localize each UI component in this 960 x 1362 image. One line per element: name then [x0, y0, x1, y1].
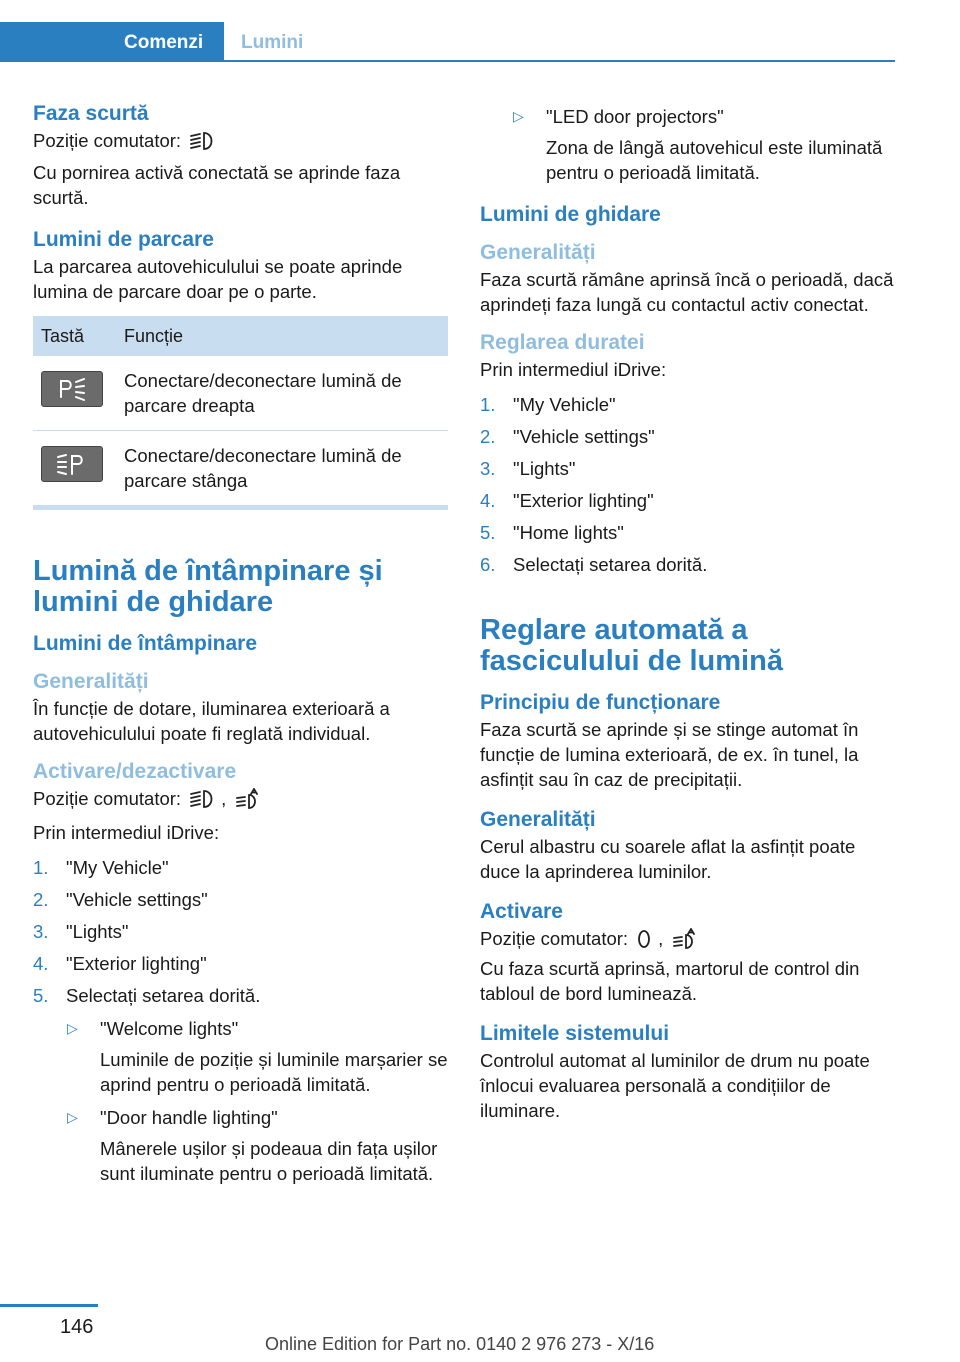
- list-number: 2.: [33, 889, 49, 911]
- heading-welcome-lights: Lumini de întâmpinare: [33, 632, 258, 656]
- list-number: 4.: [33, 953, 49, 975]
- list-number: 1.: [480, 394, 496, 415]
- low-beam-icon: [189, 130, 215, 152]
- list-item: [33, 983, 448, 1186]
- option-item: [66, 1105, 448, 1186]
- principle-text: Faza scurtă se aprinde și se stinge automat în funcție de lumina exterioară, de ex. în tunel, la asfințit sau în caz de precipitații.: [480, 719, 859, 790]
- switch-position-line: [33, 128, 448, 154]
- list-item: [33, 919, 448, 944]
- list-text: "Vehicle settings": [66, 889, 208, 911]
- heading-general: Generalități: [480, 808, 596, 831]
- list-number: 3.: [480, 458, 496, 479]
- limits-text: Controlul automat al luminilor de drum nu poate înlocui evaluarea personală a condițiilor de iluminare.: [480, 1050, 870, 1122]
- option-title: "Welcome lights": [100, 1018, 239, 1040]
- footer-divider: [0, 1304, 98, 1307]
- general2-text: Cerul albastru cu soarele aflat la asfințit poate duce la aprinderea luminilor.: [480, 836, 856, 882]
- heading-activate: Activare: [480, 900, 563, 923]
- activate-switch-line: [480, 926, 895, 952]
- list-text: Selectați setarea dorită.: [513, 554, 708, 575]
- option-item: [66, 1016, 448, 1097]
- list-number: 4.: [480, 490, 496, 511]
- low-beam-text: Cu pornirea activă conectată se aprinde faza scurtă.: [33, 162, 401, 209]
- idrive-text: Prin intermediul iDrive:: [33, 822, 220, 844]
- list-text: "My Vehicle": [66, 857, 169, 879]
- list-number: 3.: [33, 921, 49, 943]
- idrive-text: Prin intermediul iDrive:: [480, 359, 667, 380]
- table-cell-key: [33, 431, 116, 508]
- switch-position-label: Poziție comutator:: [480, 928, 629, 949]
- table-row: [33, 431, 448, 508]
- list-number: 2.: [480, 426, 496, 447]
- heading-low-beam: Faza scurtă: [33, 102, 149, 125]
- list-item: [480, 456, 895, 481]
- list-number: 5.: [480, 522, 496, 543]
- list-item: [480, 392, 895, 417]
- guide-general-text: Faza scurtă rămâne aprinsă încă o perioadă, dacă aprindeți faza lungă cu contactul activ conectat.: [480, 269, 894, 315]
- heading-activate-deactivate: Activare/dezactivare: [33, 760, 237, 784]
- option-title: "Door handle lighting": [100, 1107, 278, 1129]
- switch-position-label: Poziție comutator:: [33, 130, 182, 151]
- list-text: "Exterior lighting": [513, 490, 654, 511]
- heading-duration: Reglarea duratei: [480, 331, 645, 354]
- separator-comma: ,: [221, 788, 227, 810]
- heading-guide-lights: Lumini de ghidare: [480, 203, 661, 226]
- activate-switch-line: [33, 786, 448, 812]
- list-text: "Exterior lighting": [66, 953, 207, 975]
- table-header-function: Funcție: [116, 316, 448, 356]
- door-projector-list: [512, 104, 895, 185]
- option-desc: Luminile de poziție și luminile marșarier se aprind pentru o perioadă limitată.: [100, 1049, 448, 1096]
- list-item: [480, 552, 895, 577]
- list-text: "Home lights": [513, 522, 624, 543]
- separator-comma: ,: [658, 928, 664, 949]
- triangle-bullet-icon: ▷: [67, 1020, 78, 1037]
- list-number: 5.: [33, 985, 49, 1007]
- left-column: [33, 100, 448, 1194]
- list-item: [33, 887, 448, 912]
- heading-welcome-guide-lights: Lumină de întâmpinare și lumini de ghidare: [33, 555, 383, 619]
- duration-steps-list: [480, 392, 895, 577]
- welcome-options-list: [66, 1016, 448, 1186]
- heading-limits: Limitele sistemului: [480, 1022, 670, 1046]
- low-beam-icon: [189, 788, 215, 810]
- table-cell-function: Conectare/deconectare lumină de parcare dreapta: [116, 356, 448, 431]
- general-text: În funcție de dotare, iluminarea exterioară a autovehiculului poate fi reglată individual.: [33, 698, 390, 745]
- edition-text: Online Edition for Part no. 0140 2 976 273 - X/16: [265, 1334, 655, 1354]
- table-row: [33, 356, 448, 431]
- list-item: [480, 488, 895, 513]
- auto-light-icon: [671, 928, 697, 950]
- list-number: 6.: [480, 554, 496, 575]
- heading-general: Generalități: [33, 670, 149, 694]
- heading-auto-headlight: Reglare automată a fasciculului de lumină: [480, 614, 783, 677]
- list-item: [33, 855, 448, 880]
- table-cell-key: [33, 356, 116, 431]
- list-text: "Vehicle settings": [513, 426, 655, 447]
- parking-lights-text: La parcarea autovehiculului se poate aprinde lumina de parcare doar pe o parte.: [33, 256, 403, 303]
- switch-position-label: Poziție comutator:: [33, 788, 182, 810]
- heading-general: Generalități: [480, 241, 596, 264]
- zero-position-icon: [636, 928, 652, 950]
- option-item: [512, 104, 895, 185]
- triangle-bullet-icon: ▷: [513, 108, 524, 124]
- list-text: "My Vehicle": [513, 394, 616, 415]
- right-column: [480, 100, 895, 1123]
- list-text: "Lights": [513, 458, 576, 479]
- page-number: 146: [60, 1316, 94, 1338]
- parking-lights-table: [33, 316, 448, 510]
- heading-parking-lights: Lumini de parcare: [33, 228, 214, 252]
- table-cell-function: Conectare/deconectare lumină de parcare stânga: [116, 431, 448, 508]
- heading-principle: Principiu de funcționare: [480, 691, 721, 714]
- list-number: 1.: [33, 857, 49, 879]
- list-item: [33, 951, 448, 976]
- table-header-row: [33, 316, 448, 356]
- list-text: "Lights": [66, 921, 129, 943]
- list-item: [480, 520, 895, 545]
- parking-light-left-icon: [41, 446, 103, 482]
- list-text: Selectați setarea dorită.: [66, 985, 261, 1007]
- header-divider: [0, 60, 895, 62]
- activate-text: Cu faza scurtă aprinsă, martorul de control din tabloul de bord luminează.: [480, 958, 860, 1005]
- tab-comenzi[interactable]: Comenzi: [0, 22, 224, 62]
- tab-lumini[interactable]: Lumini: [241, 32, 304, 53]
- table-header-key: Tastă: [33, 316, 116, 356]
- welcome-steps-list: [33, 855, 448, 1186]
- option-desc: Zona de lângă autovehicul este iluminată pentru o perioadă limitată.: [546, 137, 883, 183]
- auto-light-icon: [234, 788, 260, 810]
- list-item: [480, 424, 895, 449]
- triangle-bullet-icon: ▷: [67, 1109, 78, 1126]
- option-desc: Mânerele ușilor și podeaua din fața ușilor sunt iluminate pentru o perioadă limitată.: [100, 1138, 438, 1185]
- option-title: "LED door projectors": [546, 106, 724, 127]
- parking-light-right-icon: [41, 371, 103, 407]
